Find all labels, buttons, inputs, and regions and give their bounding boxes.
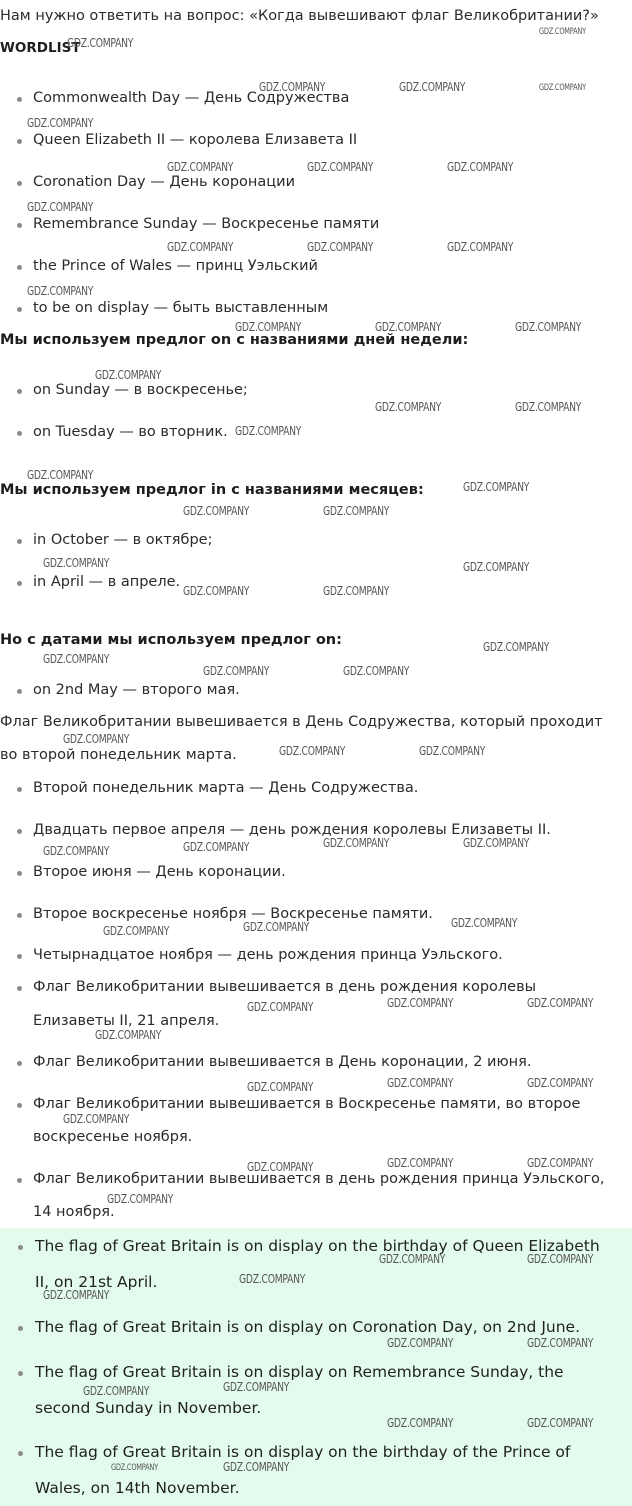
bullet <box>18 1451 23 1456</box>
bullet <box>17 181 22 186</box>
watermark: GDZ.COMPANY <box>63 731 130 746</box>
list-item: Coronation Day — День коронации <box>33 174 295 190</box>
watermark: GDZ.COMPANY <box>399 79 466 94</box>
fact-item: Второе воскресенье ноября — Воскресенье памяти. <box>33 906 433 922</box>
rule-months: Мы используем предлог in с названиями месяцев: <box>0 482 424 498</box>
watermark: GDZ.COMPANY <box>235 319 302 334</box>
watermark: GDZ.COMPANY <box>323 835 390 850</box>
bullet <box>17 871 22 876</box>
bullet <box>17 829 22 834</box>
watermark: GDZ.COMPANY <box>239 1271 306 1286</box>
bullet <box>18 1371 23 1376</box>
watermark: GDZ.COMPANY <box>279 743 346 758</box>
watermark: GDZ.COMPANY <box>307 159 374 174</box>
watermark: GDZ.COMPANY <box>223 1459 290 1474</box>
list-item: in October — в октябре; <box>33 532 213 548</box>
watermark: GDZ.COMPANY <box>539 27 586 37</box>
watermark: GDZ.COMPANY <box>111 1463 158 1473</box>
watermark: GDZ.COMPANY <box>27 283 94 298</box>
watermark: GDZ.COMPANY <box>247 999 314 1014</box>
watermark: GDZ.COMPANY <box>27 467 94 482</box>
watermark: GDZ.COMPANY <box>247 1079 314 1094</box>
bullet <box>17 913 22 918</box>
watermark: GDZ.COMPANY <box>419 743 486 758</box>
explanation-line: Флаг Великобритании вывешивается в День Содружества, который проходит <box>0 714 603 730</box>
ru-answer-line: 14 ноября. <box>33 1204 115 1220</box>
watermark: GDZ.COMPANY <box>43 1287 110 1302</box>
watermark: GDZ.COMPANY <box>167 239 234 254</box>
list-item: Queen Elizabeth II — королева Елизавета II <box>33 132 358 148</box>
en-answer-line: The flag of Great Britain is on display on the birthday of Queen Elizabeth <box>35 1237 600 1255</box>
watermark: GDZ.COMPANY <box>527 1251 594 1266</box>
fact-item: Двадцать первое апреля — день рождения королевы Елизаветы II. <box>33 822 551 838</box>
en-answer-line: second Sunday in November. <box>35 1399 262 1417</box>
watermark: GDZ.COMPANY <box>539 83 586 93</box>
rule-days: Мы используем предлог on с названиями дней недели: <box>0 332 469 348</box>
bullet <box>17 1103 22 1108</box>
bullet <box>17 1178 22 1183</box>
en-answer-line: The flag of Great Britain is on display on the birthday of the Prince of <box>35 1443 571 1461</box>
bullet <box>17 97 22 102</box>
bullet <box>17 581 22 586</box>
watermark: GDZ.COMPANY <box>27 115 94 130</box>
watermark: GDZ.COMPANY <box>43 555 110 570</box>
watermark: GDZ.COMPANY <box>167 159 234 174</box>
watermark: GDZ.COMPANY <box>203 663 270 678</box>
watermark: GDZ.COMPANY <box>247 1159 314 1174</box>
ru-answer-line: воскресенье ноября. <box>33 1129 193 1145</box>
watermark: GDZ.COMPANY <box>63 1111 130 1126</box>
bullet <box>17 954 22 959</box>
watermark: GDZ.COMPANY <box>463 559 530 574</box>
fact-item: Второй понедельник марта — День Содружества. <box>33 780 419 796</box>
bullet <box>17 539 22 544</box>
watermark: GDZ.COMPANY <box>183 839 250 854</box>
ru-answer-line: Флаг Великобритании вывешивается в День коронации, 2 июня. <box>33 1054 532 1070</box>
watermark: GDZ.COMPANY <box>27 199 94 214</box>
watermark: GDZ.COMPANY <box>307 239 374 254</box>
bullet <box>17 689 22 694</box>
fact-item: Второе июня — День коронации. <box>33 864 286 880</box>
fact-item: Четырнадцатое ноября — день рождения принца Уэльского. <box>33 947 503 963</box>
bullet <box>17 265 22 270</box>
watermark: GDZ.COMPANY <box>375 319 442 334</box>
watermark: GDZ.COMPANY <box>527 1415 594 1430</box>
watermark: GDZ.COMPANY <box>323 583 390 598</box>
watermark: GDZ.COMPANY <box>483 639 550 654</box>
watermark: GDZ.COMPANY <box>183 583 250 598</box>
list-item: Commonwealth Day — День Содружества <box>33 90 350 106</box>
watermark: GDZ.COMPANY <box>107 1191 174 1206</box>
watermark: GDZ.COMPANY <box>343 663 410 678</box>
en-answer-line: The flag of Great Britain is on display on Coronation Day, on 2nd June. <box>35 1318 581 1336</box>
watermark: GDZ.COMPANY <box>43 843 110 858</box>
watermark: GDZ.COMPANY <box>67 35 134 50</box>
watermark: GDZ.COMPANY <box>447 159 514 174</box>
watermark: GDZ.COMPANY <box>243 919 310 934</box>
list-item: on 2nd May — второго мая. <box>33 682 240 698</box>
bullet <box>17 1061 22 1066</box>
explanation-line: во второй понедельник марта. <box>0 747 237 763</box>
bullet <box>17 223 22 228</box>
bullet <box>17 139 22 144</box>
watermark: GDZ.COMPANY <box>447 239 514 254</box>
watermark: GDZ.COMPANY <box>515 319 582 334</box>
list-item: to be on display — быть выставленным <box>33 300 329 316</box>
watermark: GDZ.COMPANY <box>387 1155 454 1170</box>
watermark: GDZ.COMPANY <box>43 651 110 666</box>
watermark: GDZ.COMPANY <box>387 1335 454 1350</box>
list-item: on Sunday — в воскресенье; <box>33 382 248 398</box>
bullet <box>17 307 22 312</box>
bullet <box>17 787 22 792</box>
bullet <box>18 1326 23 1331</box>
bullet <box>18 1245 23 1250</box>
watermark: GDZ.COMPANY <box>235 423 302 438</box>
watermark: GDZ.COMPANY <box>451 915 518 930</box>
ru-answer-line: Флаг Великобритании вывешивается в день рождения принца Уэльского, <box>33 1171 605 1187</box>
en-answer-line: II, on 21st April. <box>35 1273 158 1291</box>
watermark: GDZ.COMPANY <box>463 835 530 850</box>
watermark: GDZ.COMPANY <box>527 1155 594 1170</box>
ru-answer-line: Елизаветы II, 21 апреля. <box>33 1013 220 1029</box>
watermark: GDZ.COMPANY <box>95 367 162 382</box>
watermark: GDZ.COMPANY <box>387 1075 454 1090</box>
watermark: GDZ.COMPANY <box>387 995 454 1010</box>
watermark: GDZ.COMPANY <box>527 1335 594 1350</box>
watermark: GDZ.COMPANY <box>515 399 582 414</box>
watermark: GDZ.COMPANY <box>463 479 530 494</box>
question-text: Нам нужно ответить на вопрос: «Когда вывешивают флаг Великобритании?» <box>0 8 599 24</box>
watermark: GDZ.COMPANY <box>527 1075 594 1090</box>
ru-answer-line: Флаг Великобритании вывешивается в Воскресенье памяти, во второе <box>33 1096 581 1112</box>
watermark: GDZ.COMPANY <box>259 79 326 94</box>
ru-answer-line: Флаг Великобритании вывешивается в день рождения королевы <box>33 979 537 995</box>
watermark: GDZ.COMPANY <box>95 1027 162 1042</box>
watermark: GDZ.COMPANY <box>183 503 250 518</box>
list-item: Remembrance Sunday — Воскресенье памяти <box>33 216 380 232</box>
watermark: GDZ.COMPANY <box>527 995 594 1010</box>
watermark: GDZ.COMPANY <box>323 503 390 518</box>
rule-dates: Но с датами мы используем предлог on: <box>0 632 342 648</box>
bullet <box>17 389 22 394</box>
en-answer-line: Wales, on 14th November. <box>35 1479 240 1497</box>
watermark: GDZ.COMPANY <box>83 1383 150 1398</box>
list-item: in April — в апреле. <box>33 574 181 590</box>
list-item: the Prince of Wales — принц Уэльский <box>33 258 318 274</box>
bullet <box>17 431 22 436</box>
watermark: GDZ.COMPANY <box>379 1251 446 1266</box>
list-item: on Tuesday — во вторник. <box>33 424 228 440</box>
watermark: GDZ.COMPANY <box>103 923 170 938</box>
en-answer-line: The flag of Great Britain is on display on Remembrance Sunday, the <box>35 1363 564 1381</box>
wordlist-heading: WORDLIST <box>0 40 81 56</box>
bullet <box>17 986 22 991</box>
watermark: GDZ.COMPANY <box>387 1415 454 1430</box>
watermark: GDZ.COMPANY <box>223 1379 290 1394</box>
watermark: GDZ.COMPANY <box>375 399 442 414</box>
